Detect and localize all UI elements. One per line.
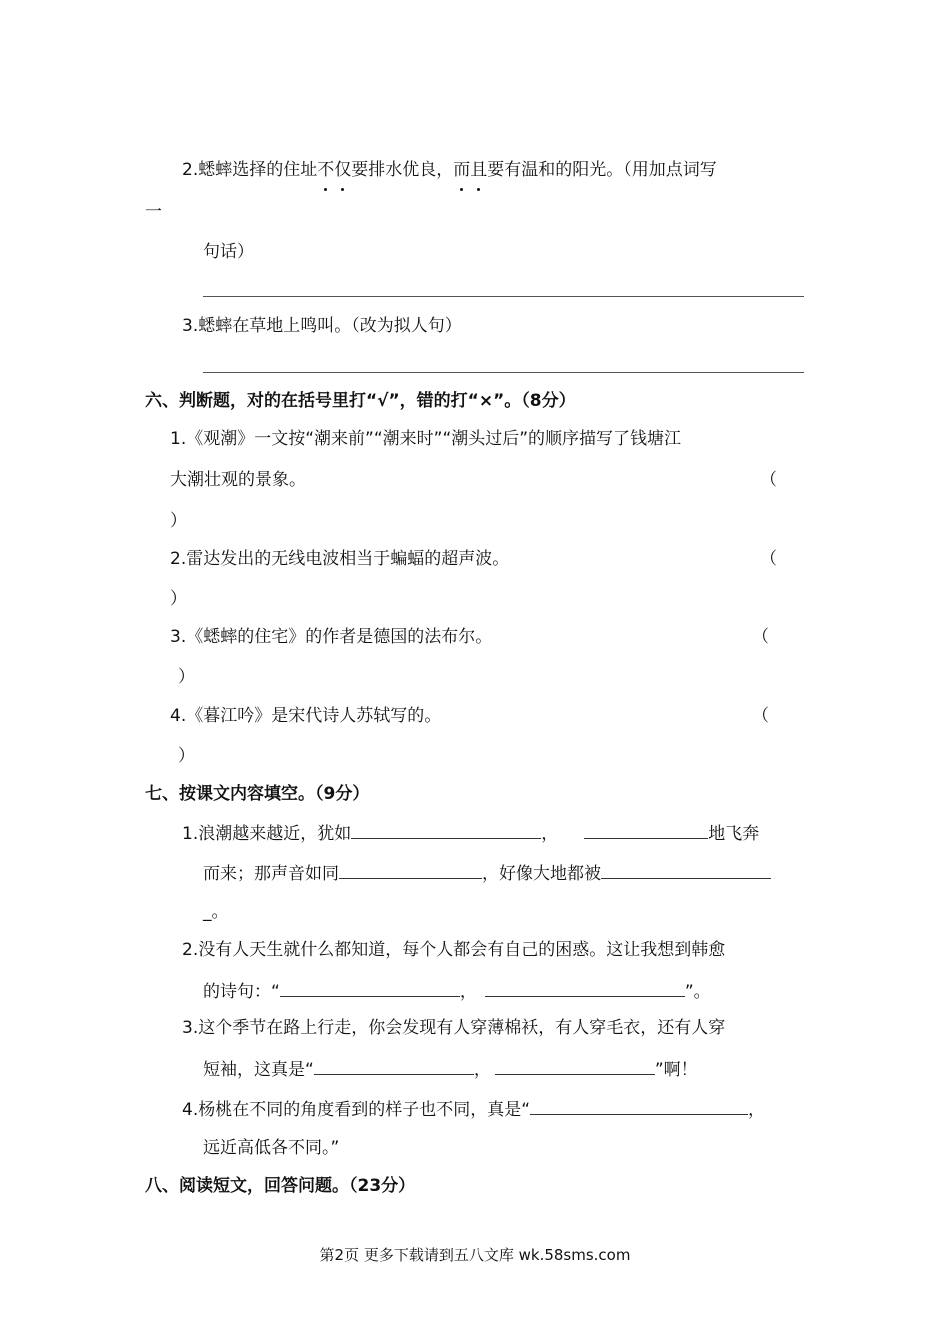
- answer-line[interactable]: [203, 296, 804, 297]
- fill-blank[interactable]: [339, 860, 482, 879]
- judge-item-1-paren-open[interactable]: （: [760, 470, 777, 490]
- section8-heading: 八、阅读短文，回答问题。（23分）: [145, 1176, 416, 1196]
- q5-3-line: 3.蟋蟀在草地上鸣叫。（改为拟人句）: [182, 316, 462, 336]
- emphasis-dot-char: 而: [453, 160, 471, 180]
- section7-heading: 七、按课文内容填空。（9分）: [145, 784, 370, 804]
- judge-item-2-paren-open[interactable]: （: [760, 549, 777, 569]
- judge-item-4-paren-close[interactable]: ）: [178, 746, 195, 766]
- fill-blank[interactable]: [485, 978, 685, 997]
- answer-line[interactable]: [203, 372, 804, 373]
- judge-item-2-line1: 2.雷达发出的无线电波相当于蝙蝠的超声波。: [170, 549, 510, 569]
- judge-item-3-paren-open[interactable]: （: [752, 627, 769, 647]
- fill-blank[interactable]: [584, 820, 708, 839]
- judge-item-1-paren-close[interactable]: ）: [170, 511, 187, 531]
- fill-q3-line2: 短袖，这真是“ ， ”啊！: [203, 1056, 698, 1082]
- fill-q1-line1: 1.浪潮越来越近，犹如 ， 地飞奔: [182, 820, 759, 846]
- q5-2-line1: 2.蟋蟀选择的住址不仅要排水优良，而且要有温和的阳光。（用加点词写: [182, 160, 717, 180]
- section6-heading: 六、判断题，对的在括号里打“√”，错的打“×”。（8分）: [145, 391, 576, 411]
- fill-q4-line2: 远近高低各不同。”: [203, 1138, 340, 1158]
- q5-2-line2: 句话）: [203, 242, 254, 262]
- fill-blank[interactable]: [601, 860, 771, 879]
- judge-item-3-paren-close[interactable]: ）: [178, 667, 195, 687]
- emphasis-dot-char: 且: [470, 160, 488, 180]
- fill-q2-line2: 的诗句：“ ， ”。: [203, 978, 711, 1004]
- judge-item-4-paren-open[interactable]: （: [752, 706, 769, 726]
- fill-blank[interactable]: [314, 1056, 474, 1075]
- emphasis-dot-char: 仅: [334, 160, 352, 180]
- fill-q2-line1: 2.没有人天生就什么都知道，每个人都会有自己的困惑。这让我想到韩愈: [182, 940, 726, 960]
- judge-item-3-line1: 3.《蟋蟀的住宅》的作者是德国的法布尔。: [170, 627, 493, 647]
- judge-item-1-line1: 1.《观潮》一文按“潮来前”“潮来时”“潮头过后”的顺序描写了钱塘江: [170, 429, 682, 449]
- q5-2-number: 2.: [182, 160, 199, 180]
- page-footer: 第2页 更多下载请到五八文库 wk.58sms.com: [319, 1246, 631, 1264]
- fill-blank[interactable]: [530, 1096, 748, 1115]
- judge-item-2-paren-close[interactable]: ）: [170, 589, 187, 609]
- emphasis-dot-char: 不: [317, 160, 335, 180]
- judge-item-1-line2: 大潮壮观的景象。: [170, 470, 306, 490]
- fill-blank[interactable]: [351, 820, 541, 839]
- fill-q3-line1: 3.这个季节在路上行走，你会发现有人穿薄棉袄，有人穿毛衣，还有人穿: [182, 1018, 726, 1038]
- judge-item-4-line1: 4.《暮江吟》是宋代诗人苏轼写的。: [170, 706, 442, 726]
- fill-q1-line2: 而来；那声音如同 ，好像大地都被: [203, 860, 771, 886]
- fill-q4-line1: 4.杨桃在不同的角度看到的样子也不同，真是“ ，: [182, 1096, 765, 1122]
- fill-q1-line3[interactable]: _。: [203, 902, 229, 922]
- fill-blank[interactable]: [495, 1056, 655, 1075]
- fill-blank[interactable]: [280, 978, 460, 997]
- q5-2-wrap-char: 一: [145, 202, 162, 222]
